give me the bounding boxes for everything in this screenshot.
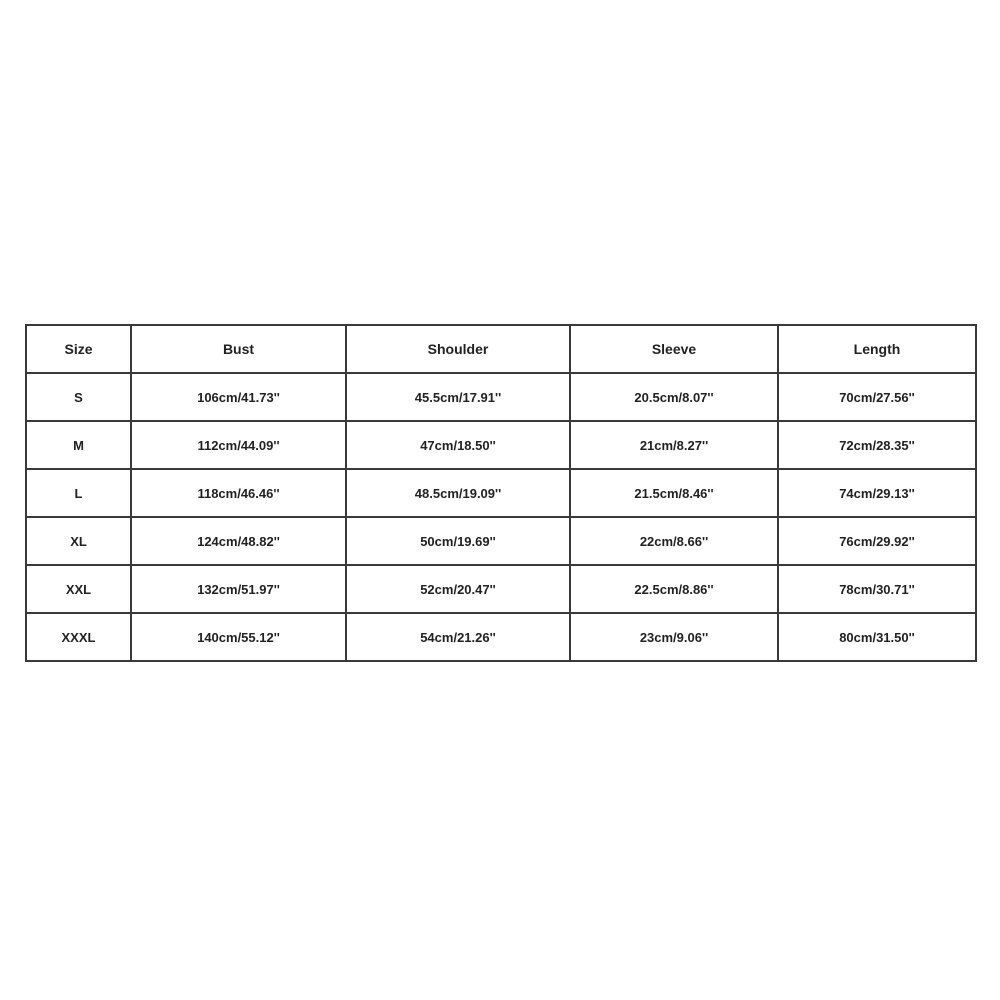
cell-sleeve: 22.5cm/8.86'' xyxy=(570,565,778,613)
cell-size: XXL xyxy=(26,565,131,613)
header-length: Length xyxy=(778,325,976,373)
header-row xyxy=(26,325,976,373)
cell-sleeve: 21.5cm/8.46'' xyxy=(570,469,778,517)
cell-shoulder: 48.5cm/19.09'' xyxy=(346,469,570,517)
cell-shoulder: 52cm/20.47'' xyxy=(346,565,570,613)
cell-bust: 106cm/41.73'' xyxy=(131,373,346,421)
cell-length: 80cm/31.50'' xyxy=(778,613,976,661)
cell-size: XXXL xyxy=(26,613,131,661)
size-chart-table xyxy=(25,324,977,662)
cell-length: 76cm/29.92'' xyxy=(778,517,976,565)
cell-bust: 132cm/51.97'' xyxy=(131,565,346,613)
cell-shoulder: 45.5cm/17.91'' xyxy=(346,373,570,421)
cell-sleeve: 20.5cm/8.07'' xyxy=(570,373,778,421)
table-row xyxy=(26,613,976,661)
cell-sleeve: 23cm/9.06'' xyxy=(570,613,778,661)
cell-bust: 118cm/46.46'' xyxy=(131,469,346,517)
cell-size: XL xyxy=(26,517,131,565)
header-size: Size xyxy=(26,325,131,373)
cell-size: L xyxy=(26,469,131,517)
cell-bust: 112cm/44.09'' xyxy=(131,421,346,469)
cell-bust: 124cm/48.82'' xyxy=(131,517,346,565)
cell-length: 70cm/27.56'' xyxy=(778,373,976,421)
cell-sleeve: 21cm/8.27'' xyxy=(570,421,778,469)
cell-shoulder: 47cm/18.50'' xyxy=(346,421,570,469)
cell-length: 78cm/30.71'' xyxy=(778,565,976,613)
table-row xyxy=(26,373,976,421)
header-shoulder: Shoulder xyxy=(346,325,570,373)
table-row xyxy=(26,517,976,565)
header-sleeve: Sleeve xyxy=(570,325,778,373)
table-row xyxy=(26,469,976,517)
table-row xyxy=(26,565,976,613)
cell-size: S xyxy=(26,373,131,421)
cell-shoulder: 54cm/21.26'' xyxy=(346,613,570,661)
cell-length: 72cm/28.35'' xyxy=(778,421,976,469)
cell-shoulder: 50cm/19.69'' xyxy=(346,517,570,565)
cell-length: 74cm/29.13'' xyxy=(778,469,976,517)
cell-sleeve: 22cm/8.66'' xyxy=(570,517,778,565)
header-bust: Bust xyxy=(131,325,346,373)
table-row xyxy=(26,421,976,469)
cell-bust: 140cm/55.12'' xyxy=(131,613,346,661)
cell-size: M xyxy=(26,421,131,469)
